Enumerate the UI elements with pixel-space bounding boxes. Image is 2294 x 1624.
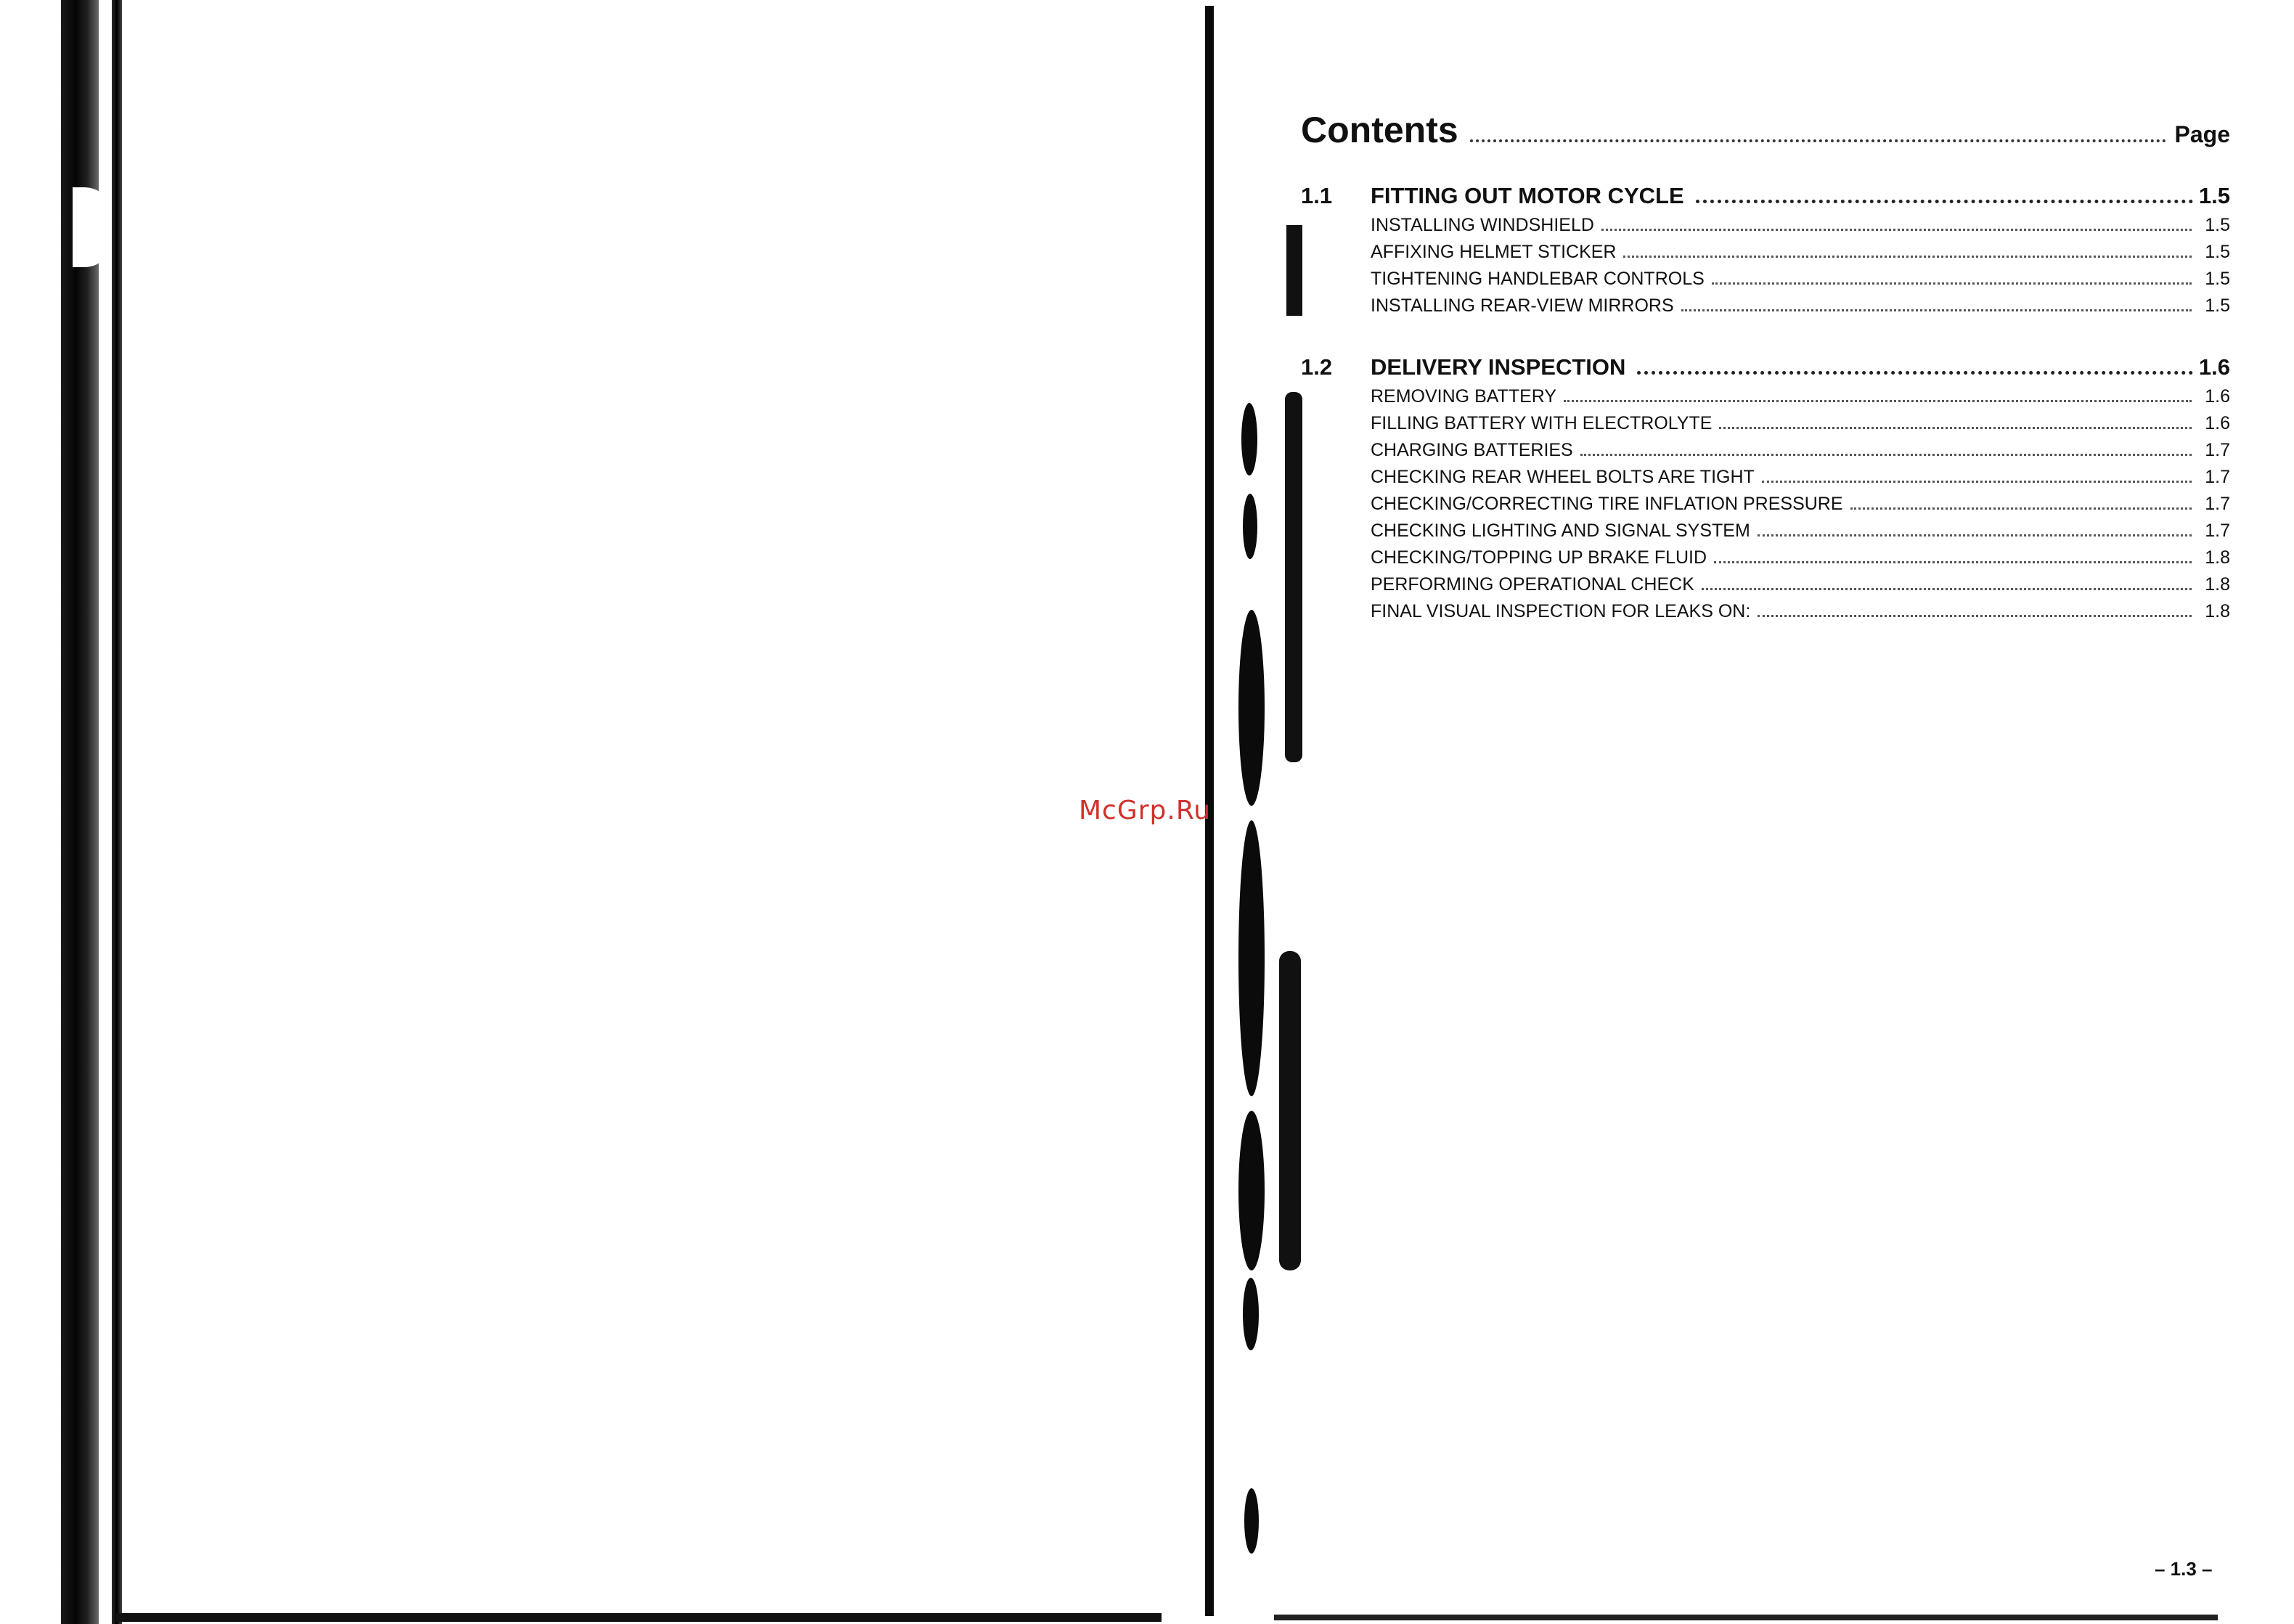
leader-dots: [1637, 371, 2192, 375]
entry-page: 1.6: [2205, 386, 2230, 407]
page-number: – 1.3 –: [2155, 1558, 2213, 1580]
spine-blob: [1243, 494, 1257, 559]
entry-label: REMOVING BATTERY: [1371, 386, 1557, 407]
entry-label: AFFIXING HELMET STICKER: [1371, 242, 1617, 262]
entry-label: PERFORMING OPERATIONAL CHECK: [1371, 574, 1694, 595]
toc-entry[interactable]: [1371, 467, 2230, 494]
toc-entry[interactable]: [1371, 242, 2230, 269]
spine-blob: [1241, 403, 1257, 476]
entry-label: TIGHTENING HANDLEBAR CONTROLS: [1371, 269, 1705, 289]
leader-dots: [1712, 282, 2192, 285]
toc-entry[interactable]: [1371, 547, 2230, 574]
spine-blob: [1238, 820, 1265, 1096]
entry-label: CHARGING BATTERIES: [1371, 440, 1573, 460]
toc-section-1-1: [1301, 183, 2230, 322]
entry-page: 1.7: [2205, 521, 2230, 541]
section-number: 1.2: [1301, 354, 1333, 380]
leader-dots: [1850, 507, 2192, 510]
toc-entry[interactable]: [1371, 440, 2230, 467]
table-of-contents: [1301, 109, 2230, 628]
leader-dots: [1580, 454, 2192, 456]
leader-dots: [1696, 200, 2193, 203]
leader-dots: [1470, 139, 2166, 142]
section-page: 1.5: [2198, 183, 2230, 208]
entry-label: CHECKING/TOPPING UP BRAKE FLUID: [1371, 547, 1707, 568]
spine-mark: [1279, 951, 1301, 1270]
bottom-edge-right: [1274, 1615, 2218, 1620]
toc-entry[interactable]: [1371, 494, 2230, 521]
entry-page: 1.8: [2205, 601, 2230, 621]
toc-entry[interactable]: [1371, 386, 2230, 413]
section-title: DELIVERY INSPECTION: [1371, 354, 1626, 380]
leader-dots: [1762, 481, 2192, 483]
toc-entry[interactable]: [1371, 215, 2230, 242]
entry-label: FINAL VISUAL INSPECTION FOR LEAKS ON:: [1371, 601, 1751, 621]
spine-mark: [1286, 225, 1302, 316]
leader-dots: [1601, 229, 2192, 231]
toc-entry[interactable]: [1371, 574, 2230, 601]
contents-title: Contents: [1301, 110, 1458, 150]
section-title: FITTING OUT MOTOR CYCLE: [1371, 183, 1684, 208]
entry-label: CHECKING REAR WHEEL BOLTS ARE TIGHT: [1371, 467, 1755, 487]
entry-page: 1.7: [2205, 467, 2230, 487]
leader-dots: [1758, 534, 2192, 536]
spine-blob: [1238, 1111, 1265, 1270]
entry-label: CHECKING/CORRECTING TIRE INFLATION PRESSURE: [1371, 494, 1843, 514]
section-page: 1.6: [2198, 354, 2230, 380]
binding-notch: [73, 187, 113, 267]
leader-dots: [1719, 427, 2192, 429]
entry-label: CHECKING LIGHTING AND SIGNAL SYSTEM: [1371, 521, 1750, 541]
entry-page: 1.5: [2205, 215, 2230, 235]
toc-entry[interactable]: [1371, 269, 2230, 295]
toc-entry[interactable]: [1371, 413, 2230, 440]
entry-page: 1.5: [2205, 295, 2230, 316]
toc-section-1-2: [1301, 354, 2230, 628]
leader-dots: [1702, 588, 2192, 590]
spine-blob: [1238, 610, 1265, 806]
entry-label: INSTALLING REAR-VIEW MIRRORS: [1371, 295, 1674, 316]
section-items: [1371, 215, 2230, 322]
entry-label: INSTALLING WINDSHIELD: [1371, 215, 1594, 235]
toc-entry[interactable]: [1371, 295, 2230, 322]
toc-entry[interactable]: [1371, 601, 2230, 628]
bottom-edge-left: [116, 1613, 1162, 1622]
toc-entry[interactable]: [1371, 521, 2230, 547]
entry-page: 1.5: [2205, 269, 2230, 289]
entry-page: 1.7: [2205, 494, 2230, 514]
entry-page: 1.7: [2205, 440, 2230, 460]
leader-dots: [1564, 400, 2192, 402]
leader-dots: [1623, 256, 2192, 258]
entry-page: 1.5: [2205, 242, 2230, 262]
section-items: [1371, 386, 2230, 628]
page-column-label: Page: [2174, 121, 2230, 147]
watermark: McGrp.Ru: [1079, 796, 1212, 825]
contents-header: [1301, 109, 2230, 151]
entry-page: 1.8: [2205, 574, 2230, 595]
spine-blob: [1243, 1278, 1259, 1350]
entry-label: FILLING BATTERY WITH ELECTROLYTE: [1371, 413, 1713, 433]
entry-page: 1.8: [2205, 547, 2230, 568]
section-heading[interactable]: [1301, 183, 2230, 209]
leader-dots: [1714, 561, 2192, 563]
entry-page: 1.6: [2205, 413, 2230, 433]
section-heading[interactable]: [1301, 354, 2230, 380]
spine-blob: [1244, 1488, 1259, 1554]
leader-dots: [1758, 615, 2192, 617]
leader-dots: [1681, 309, 2192, 311]
section-number: 1.1: [1301, 183, 1333, 208]
spine-mark: [1285, 392, 1302, 762]
binding-edge-line: [112, 0, 122, 1624]
